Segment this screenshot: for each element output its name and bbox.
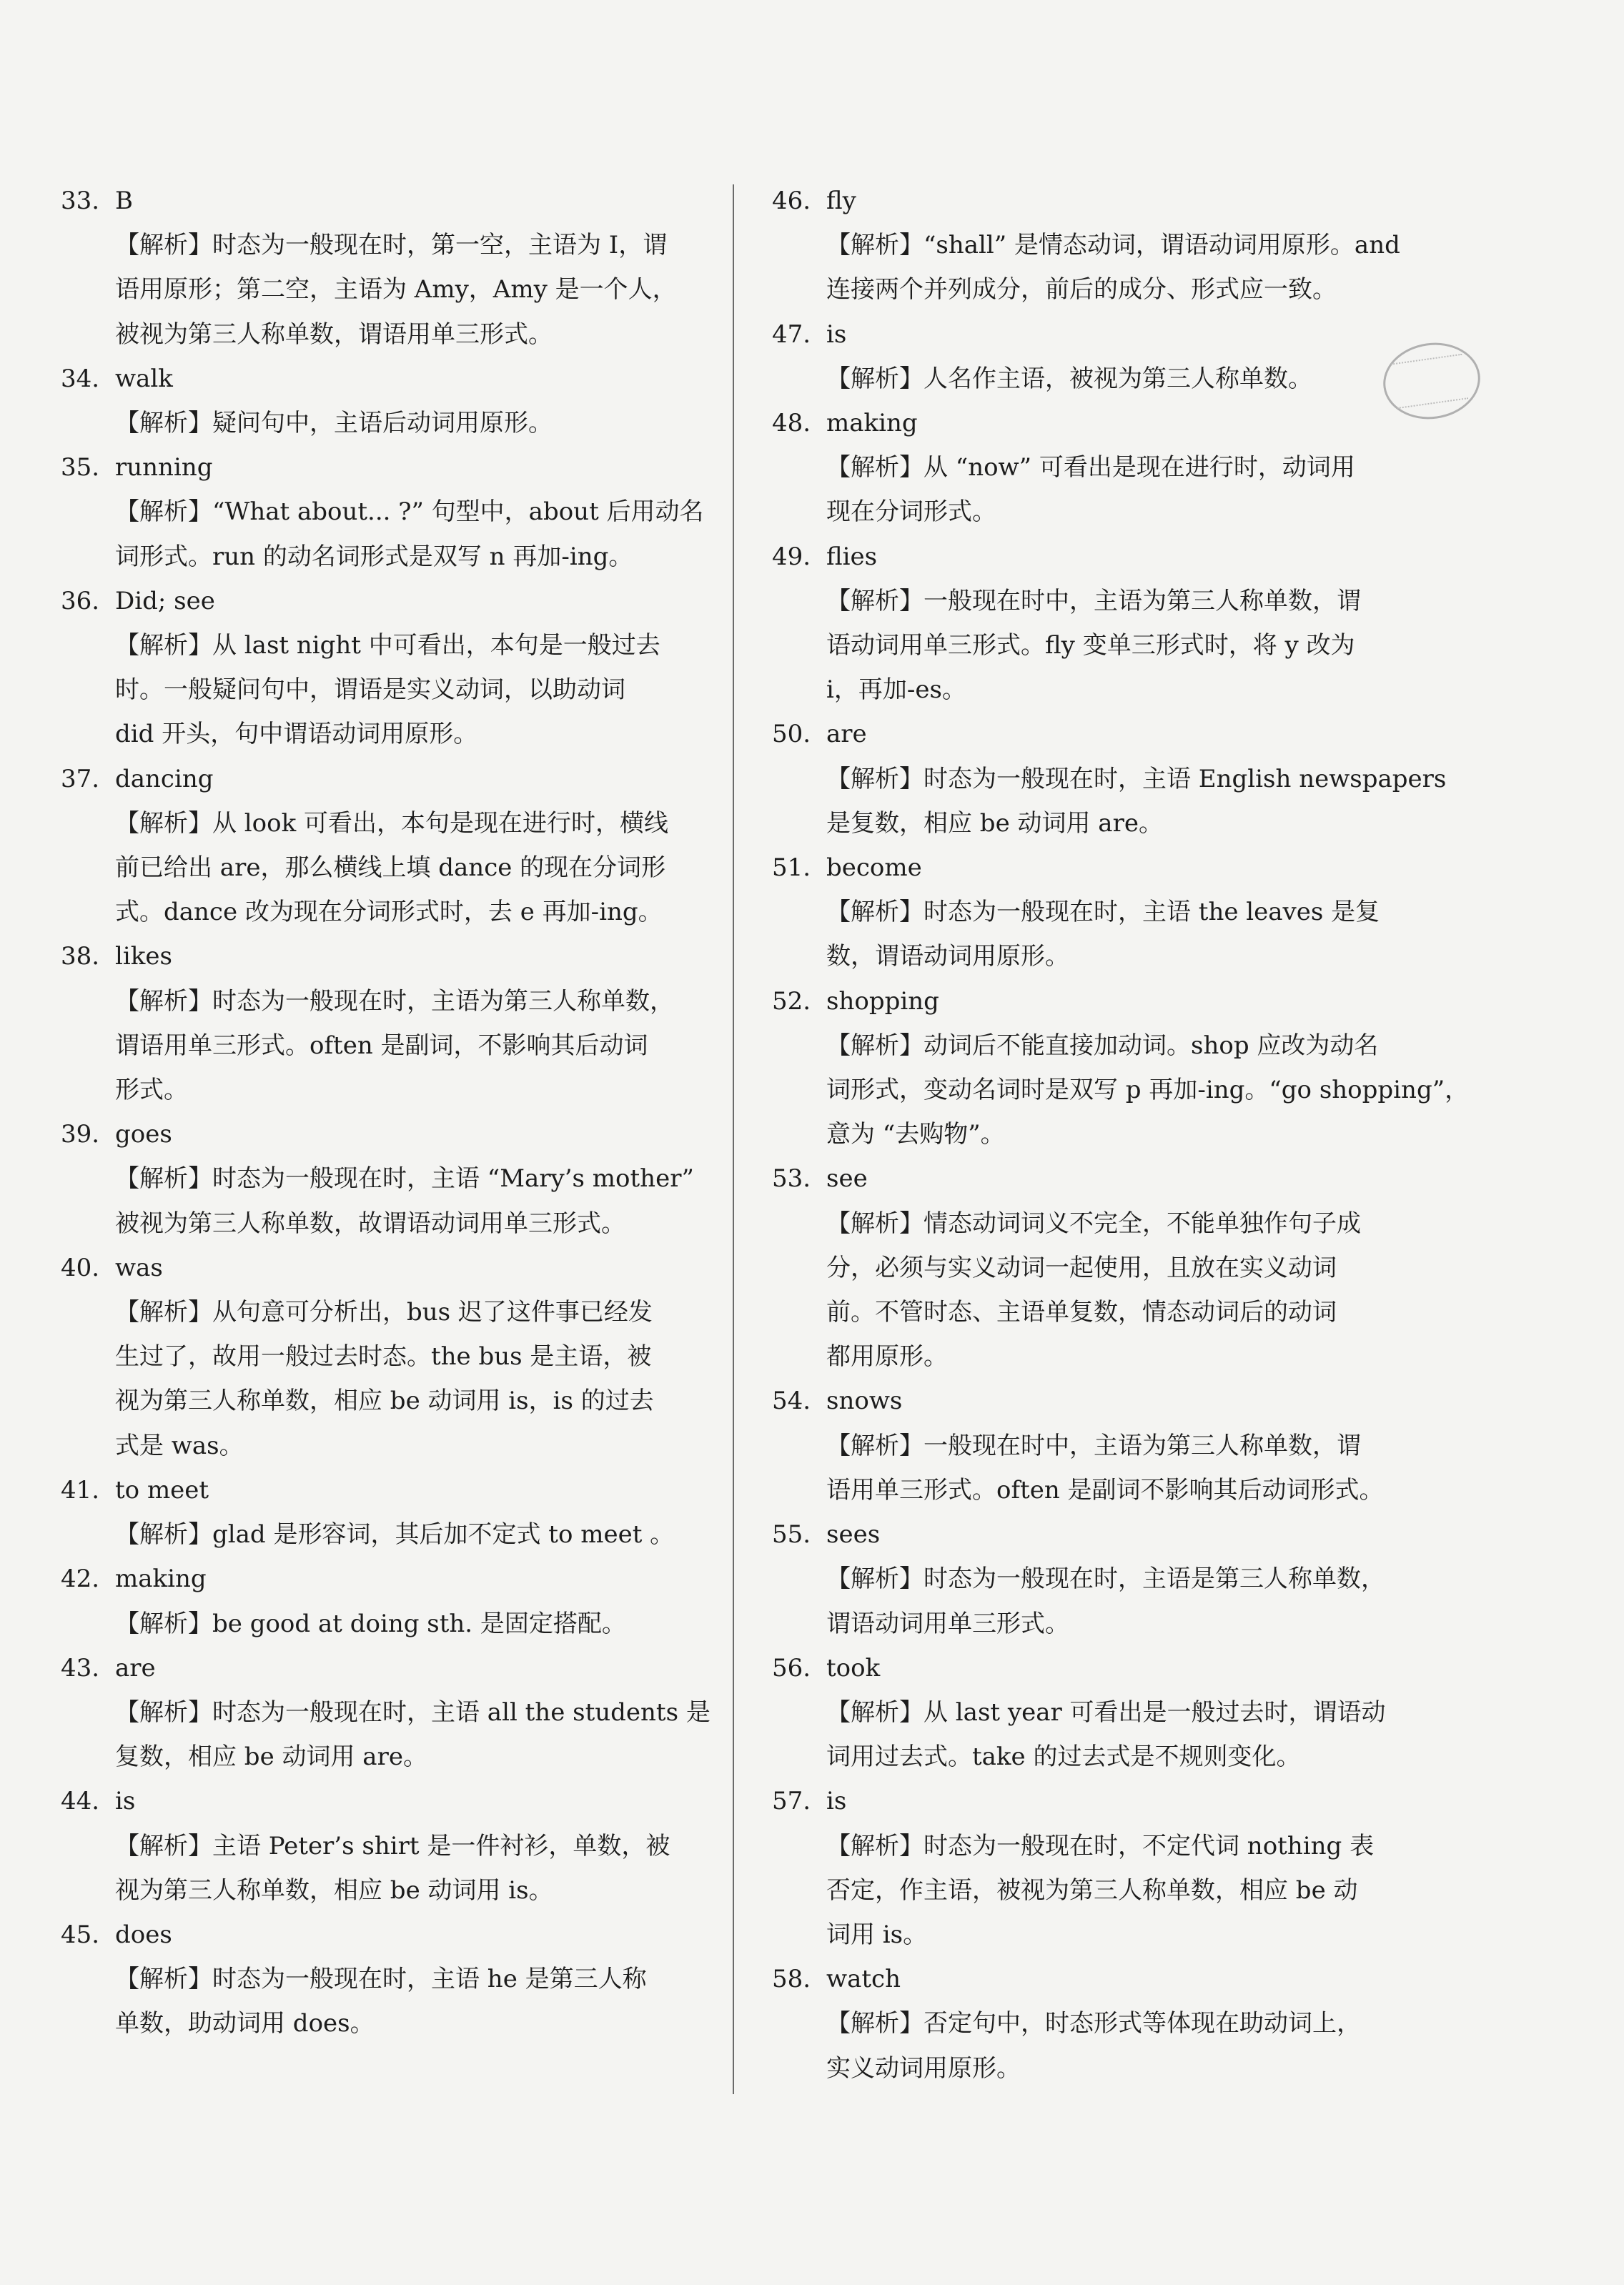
answer-item [772, 1379, 1419, 1512]
explanation-line: 是复数，相应 be 动词用 are。 [826, 808, 1163, 838]
answer-text: flies [826, 542, 878, 571]
question-line [61, 1779, 708, 1823]
answer-item [772, 979, 1470, 1157]
answer-text: dancing [115, 764, 214, 793]
explanation-line: 【解析】时态为一般现在时，不定代词 nothing 表 [826, 1831, 1375, 1860]
answer-item [61, 1779, 708, 1913]
explanation-line: 【解析】时态为一般现在时，第一空，主语为 I，谓 [115, 231, 668, 260]
explanation-line: i，再加-es。 [826, 675, 966, 705]
answer-text: become [826, 853, 922, 883]
answer-text: B [115, 187, 133, 215]
explanation-line: 都用原形。 [826, 1342, 948, 1372]
explanation-line: 【解析】否定句中，时态形式等体现在助动词上， [826, 2009, 1361, 2038]
question-number: 47. [772, 319, 811, 349]
explanation-line: 视为第三人称单数，相应 be 动词用 is，is 的过去 [115, 1387, 654, 1416]
question-number: 40. [61, 1253, 100, 1282]
question-number: 55. [772, 1520, 811, 1550]
question-line [772, 979, 1419, 1023]
answer-text: see [826, 1164, 868, 1194]
question-line [61, 934, 708, 978]
question-number: 54. [772, 1387, 811, 1416]
answer-text: fly [826, 187, 856, 215]
explanation-line: 词用过去式。take 的过去式是不规则变化。 [826, 1743, 1301, 1772]
explanation-line: 【解析】从 look 可看出，本句是现在进行时，横线 [115, 808, 669, 838]
question-line [61, 1112, 708, 1156]
explanation-line: 【解析】时态为一般现在时，主语 the leaves 是复 [826, 898, 1380, 927]
question-line [61, 757, 708, 801]
explanation-line: 单数，助动词用 does。 [115, 2009, 375, 2038]
question-number: 58. [772, 1965, 811, 1994]
answer-item [772, 179, 1419, 312]
answer-text: took [826, 1653, 881, 1682]
explanation-line: did 开头，句中谓语动词用原形。 [115, 720, 478, 749]
explanation-line: 意为 “去购物”。 [826, 1120, 1005, 1149]
answer-text: making [826, 409, 918, 438]
explanation-line: 【解析】一般现在时中，主语为第三人称单数，谓 [826, 1431, 1361, 1460]
question-line [772, 1512, 1419, 1557]
answer-item [61, 1468, 708, 1557]
answer-text: shopping [826, 986, 939, 1016]
answer-item [772, 1646, 1419, 1780]
question-line [61, 1557, 708, 1601]
answer-item [61, 1646, 708, 1780]
answer-text: Did; see [115, 586, 215, 615]
answer-text: are [826, 720, 867, 749]
answer-text: running [115, 453, 213, 482]
question-number: 41. [61, 1475, 100, 1505]
question-line [772, 535, 1419, 579]
answer-item [772, 1512, 1419, 1646]
explanation-line: 【解析】时态为一般现在时，主语 English newspapers [826, 764, 1447, 793]
explanation-line: 谓语用单三形式。often 是副词，不影响其后动词 [115, 1031, 648, 1060]
explanation-line: 前已给出 are，那么横线上填 dance 的现在分词形 [115, 853, 666, 883]
answer-text: is [826, 1787, 847, 1816]
explanation-line: 【解析】“shall” 是情态动词，谓语动词用原形。and [826, 231, 1400, 260]
explanation-line: 【解析】动词后不能直接加动词。shop 应改为动名 [826, 1031, 1379, 1060]
explanation-line: 连接两个并列成分，前后的成分、形式应一致。 [826, 275, 1337, 304]
answer-text: sees [826, 1520, 881, 1550]
question-number: 50. [772, 720, 811, 749]
explanation-line: 【解析】glad 是形容词，其后加不定式 to meet 。 [115, 1520, 675, 1550]
answer-item [772, 1156, 1419, 1379]
answer-text: to meet [115, 1475, 209, 1505]
explanation-line: 数，谓语动词用原形。 [826, 942, 1069, 971]
answer-item [772, 401, 1419, 535]
question-number: 45. [61, 1920, 100, 1949]
explanation-line: 【解析】从 “now” 可看出是现在进行时，动词用 [826, 453, 1355, 482]
explanation-line: 【解析】情态动词词义不完全，不能单独作句子成 [826, 1209, 1361, 1238]
answer-text: does [115, 1920, 172, 1949]
explanation-line: 分，必须与实义动词一起使用，且放在实义动词 [826, 1253, 1337, 1282]
question-line [61, 1646, 708, 1690]
answer-item [772, 535, 1419, 713]
question-number: 53. [772, 1164, 811, 1194]
question-number: 46. [772, 187, 811, 215]
explanation-line: 语用单三形式。often 是副词不影响其后动词形式。 [826, 1475, 1384, 1505]
explanation-line: 时。一般疑问句中，谓语是实义动词，以助动词 [115, 675, 625, 705]
question-number: 56. [772, 1653, 811, 1682]
explanation-line: 【解析】从 last year 可看出是一般过去时，谓语动 [826, 1697, 1386, 1727]
explanation-line: 词形式，变动名词时是双写 p 再加-ing。“go shopping”， [826, 1076, 1470, 1105]
explanation-line: 【解析】be good at doing sth. 是固定搭配。 [115, 1609, 626, 1638]
explanation-line: 语动词用单三形式。fly 变单三形式时，将 y 改为 [826, 631, 1355, 660]
explanation-line: 现在分词形式。 [826, 497, 996, 527]
column-divider [733, 184, 734, 2094]
question-number: 57. [772, 1787, 811, 1816]
explanation-line: 词形式。run 的动名词形式是双写 n 再加-ing。 [115, 542, 633, 571]
left-column [61, 179, 708, 2046]
question-line [61, 179, 708, 223]
question-line [772, 1957, 1419, 2001]
explanation-line: 【解析】主语 Peter’s shirt 是一件衬衫，单数，被 [115, 1831, 670, 1860]
answer-item [61, 445, 708, 579]
answer-text: snows [826, 1387, 903, 1416]
answer-item [61, 1112, 708, 1246]
answer-text: walk [115, 364, 173, 393]
explanation-line: 谓语动词用单三形式。 [826, 1609, 1069, 1638]
question-number: 36. [61, 586, 100, 615]
question-line [61, 1246, 708, 1290]
explanation-line: 【解析】时态为一般现在时，主语为第三人称单数， [115, 986, 674, 1016]
explanation-line: 【解析】时态为一般现在时，主语是第三人称单数， [826, 1565, 1385, 1594]
question-number: 39. [61, 1120, 100, 1149]
question-number: 51. [772, 853, 811, 883]
answer-item [772, 312, 1419, 401]
right-column [772, 179, 1470, 2091]
question-line [772, 712, 1419, 756]
question-number: 38. [61, 942, 100, 971]
question-number: 44. [61, 1787, 100, 1816]
answer-text: are [115, 1653, 156, 1682]
explanation-line: 【解析】人名作主语，被视为第三人称单数。 [826, 364, 1312, 393]
explanation-line: 式。dance 改为现在分词形式时，去 e 再加-ing。 [115, 898, 663, 927]
explanation-line: 语用原形；第二空，主语为 Amy，Amy 是一个人， [115, 275, 677, 304]
explanation-line: 【解析】疑问句中，主语后动词用原形。 [115, 409, 553, 438]
explanation-line: 【解析】从句意可分析出，bus 迟了这件事已经发 [115, 1298, 653, 1327]
answer-item [61, 1557, 708, 1645]
question-line [772, 401, 1419, 445]
question-line [772, 1779, 1419, 1823]
explanation-line: 前。不管时态、主语单复数，情态动词后的动词 [826, 1298, 1337, 1327]
question-line [772, 179, 1419, 223]
explanation-line: 词用 is。 [826, 1920, 928, 1949]
question-number: 49. [772, 542, 811, 571]
explanation-line: 【解析】从 last night 中可看出，本句是一般过去 [115, 631, 660, 660]
question-line [772, 1646, 1419, 1690]
answer-text: watch [826, 1965, 901, 1994]
answer-text: making [115, 1565, 207, 1594]
explanation-line: 复数，相应 be 动词用 are。 [115, 1743, 427, 1772]
explanation-line: 视为第三人称单数，相应 be 动词用 is。 [115, 1875, 553, 1905]
question-line [772, 1379, 1419, 1423]
question-line [772, 846, 1419, 890]
question-line [61, 579, 708, 623]
answer-item [61, 579, 708, 757]
answer-item [61, 357, 708, 445]
answer-item [772, 846, 1419, 979]
answer-item [61, 934, 708, 1112]
question-number: 42. [61, 1565, 100, 1594]
question-number: 33. [61, 187, 100, 215]
answer-item [772, 712, 1447, 846]
explanation-line: 形式。 [115, 1076, 188, 1105]
explanation-line: 【解析】时态为一般现在时，主语 all the students 是 [115, 1697, 710, 1727]
answer-item [61, 179, 708, 357]
question-line [772, 312, 1419, 357]
question-number: 37. [61, 764, 100, 793]
explanation-line: 【解析】时态为一般现在时，主语 “Mary’s mother” [115, 1164, 694, 1194]
answer-text: is [826, 319, 847, 349]
answer-text: was [115, 1253, 163, 1282]
question-line [61, 445, 708, 490]
answer-item [772, 1779, 1419, 1957]
question-line [772, 1156, 1419, 1201]
answer-text: goes [115, 1120, 172, 1149]
question-number: 34. [61, 364, 100, 393]
explanation-line: 被视为第三人称单数，谓语用单三形式。 [115, 319, 553, 349]
explanation-line: 【解析】一般现在时中，主语为第三人称单数，谓 [826, 586, 1361, 615]
explanation-line: 否定，作主语，被视为第三人称单数，相应 be 动 [826, 1875, 1358, 1905]
question-line [61, 1468, 708, 1512]
explanation-line: 【解析】时态为一般现在时，主语 he 是第三人称 [115, 1965, 647, 1994]
question-number: 43. [61, 1653, 100, 1682]
explanation-line: 被视为第三人称单数，故谓语动词用单三形式。 [115, 1209, 625, 1238]
question-number: 52. [772, 986, 811, 1016]
answer-item [772, 1957, 1419, 2091]
question-number: 48. [772, 409, 811, 438]
explanation-line: 式是 was。 [115, 1431, 244, 1460]
question-number: 35. [61, 453, 100, 482]
explanation-line: 生过了，故用一般过去时态。the bus 是主语，被 [115, 1342, 652, 1372]
explanation-line: 【解析】“What about... ?” 句型中，about 后用动名 [115, 497, 704, 527]
answer-item [61, 1246, 708, 1468]
answer-text: is [115, 1787, 136, 1816]
question-line [61, 1913, 708, 1957]
answer-item [61, 757, 708, 935]
question-line [61, 357, 708, 401]
answer-text: likes [115, 942, 172, 971]
answer-item [61, 1913, 708, 2046]
explanation-line: 实义动词用原形。 [826, 2053, 1021, 2083]
